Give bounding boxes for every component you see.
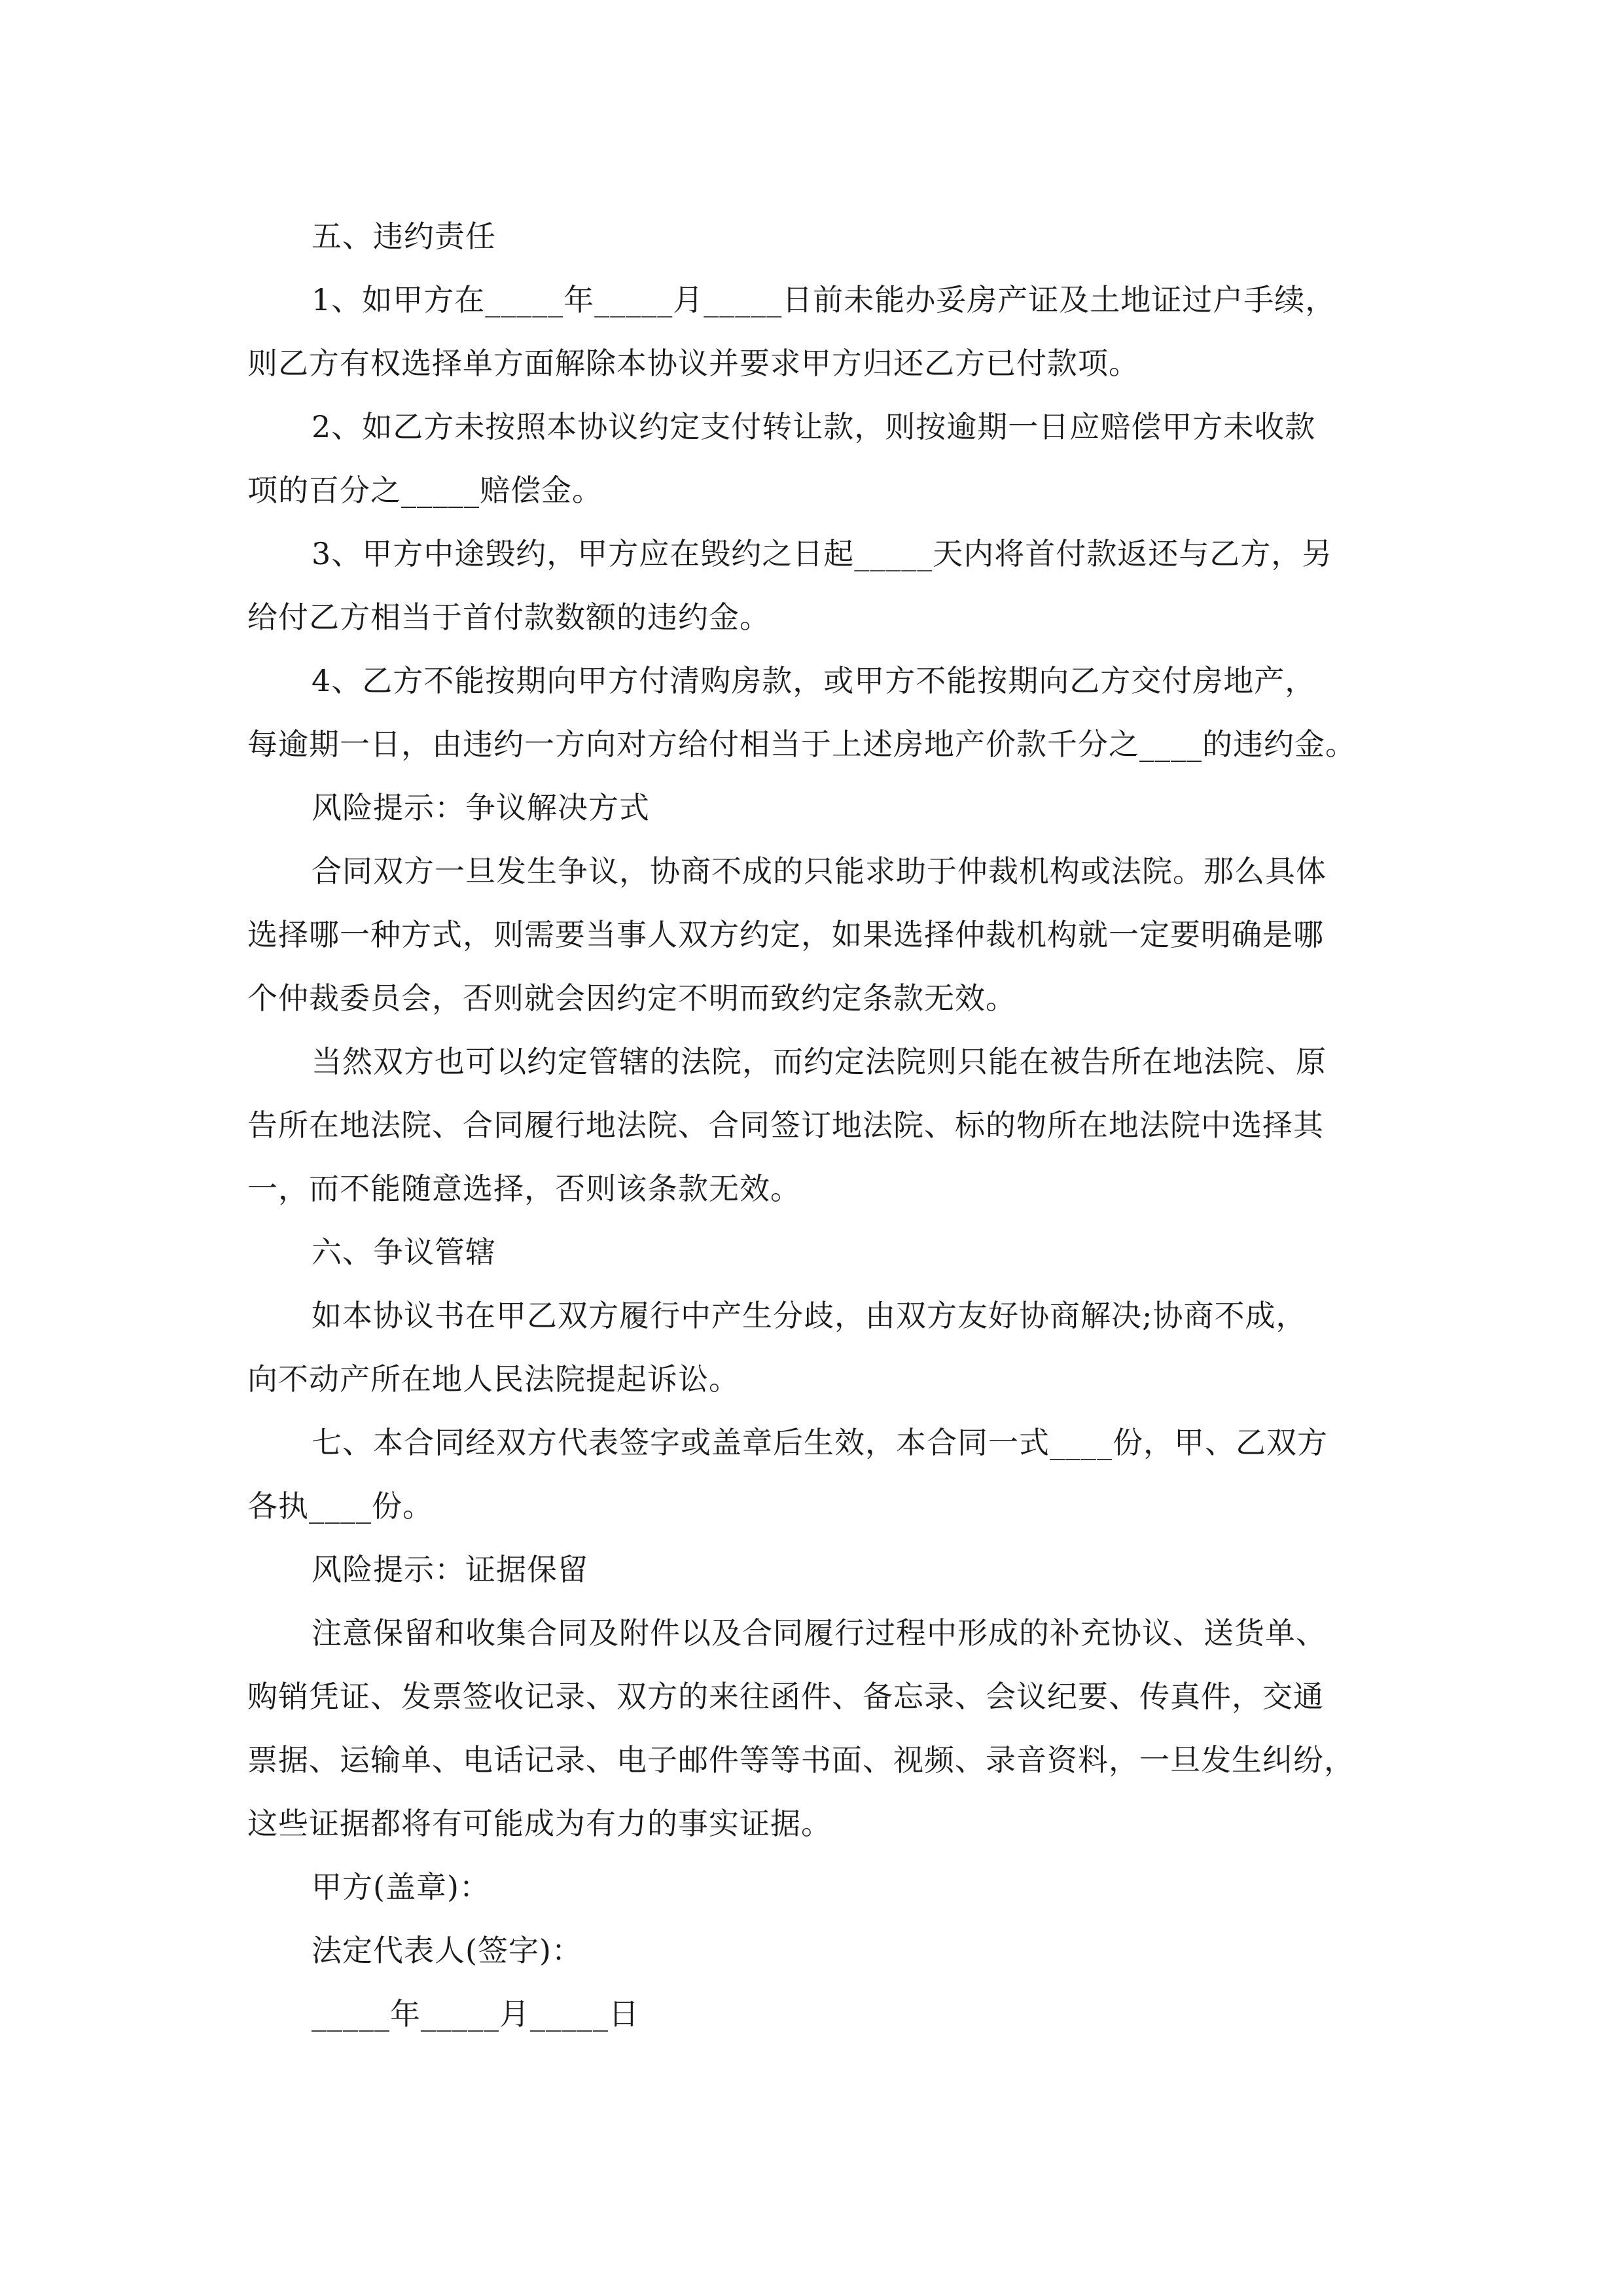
text-line: 风险提示：争议解决方式: [312, 790, 650, 825]
text-line: 法定代表人(签字)：: [312, 1933, 582, 1968]
text-line: 七、本合同经双方代表签字或盖章后生效，本合同一式____份，甲、乙双方: [312, 1425, 1328, 1460]
text-line: 注意保留和收集合同及附件以及合同履行过程中形成的补充协议、送货单、: [312, 1615, 1327, 1651]
text-line: 如本协议书在甲乙双方履行中产生分歧，由双方友好协商解决;协商不成，: [312, 1298, 1307, 1333]
text-line: 当然双方也可以约定管辖的法院，而约定法院则只能在被告所在地法院、原: [312, 1044, 1327, 1079]
text-line: 甲方(盖章)：: [312, 1869, 490, 1905]
text-line: 2、如乙方未按照本协议约定支付转让款，则按逾期一日应赔偿甲方未收款: [312, 409, 1316, 444]
text-line: 这些证据都将有可能成为有力的事实证据。: [247, 1806, 832, 1841]
text-line: 3、甲方中途毁约，甲方应在毁约之日起_____天内将首付款返还与乙方，另: [312, 536, 1333, 571]
text-line: 六、争议管辖: [312, 1234, 496, 1270]
text-line: 一，而不能随意选择，否则该条款无效。: [247, 1171, 801, 1206]
text-line: 1、如甲方在_____年_____月_____日前未能办妥房产证及土地证过户手续，: [312, 282, 1336, 317]
text-line: 各执____份。: [247, 1488, 433, 1524]
text-line: _____年_____月_____日: [312, 1996, 639, 2032]
text-line: 购销凭证、发票签收记录、双方的来往函件、备忘录、会议纪要、传真件，交通: [247, 1679, 1324, 1714]
text-line: 每逾期一日，由违约一方向对方给付相当于上述房地产价款千分之____的违约金。: [247, 726, 1356, 762]
text-line: 则乙方有权选择单方面解除本协议并要求甲方归还乙方已付款项。: [247, 346, 1139, 381]
text-line: 向不动产所在地人民法院提起诉讼。: [247, 1361, 740, 1397]
text-line: 给付乙方相当于首付款数额的违约金。: [247, 600, 770, 635]
text-line: 项的百分之_____赔偿金。: [247, 473, 603, 508]
text-line: 风险提示：证据保留: [312, 1552, 588, 1587]
text-line: 五、违约责任: [312, 219, 496, 254]
text-line: 个仲裁委员会，否则就会因约定不明而致约定条款无效。: [247, 980, 1016, 1016]
text-line: 票据、运输单、电话记录、电子邮件等等书面、视频、录音资料，一旦发生纠纷，: [247, 1742, 1355, 1778]
text-line: 告所在地法院、合同履行地法院、合同签订地法院、标的物所在地法院中选择其: [247, 1107, 1324, 1143]
text-line: 合同双方一旦发生争议，协商不成的只能求助于仲裁机构或法院。那么具体: [312, 853, 1327, 889]
text-line: 选择哪一种方式，则需要当事人双方约定，如果选择仲裁机构就一定要明确是哪: [247, 917, 1324, 952]
text-line: 4、乙方不能按期向甲方付清购房款，或甲方不能按期向乙方交付房地产，: [312, 663, 1316, 698]
document-body: [247, 205, 1386, 2046]
